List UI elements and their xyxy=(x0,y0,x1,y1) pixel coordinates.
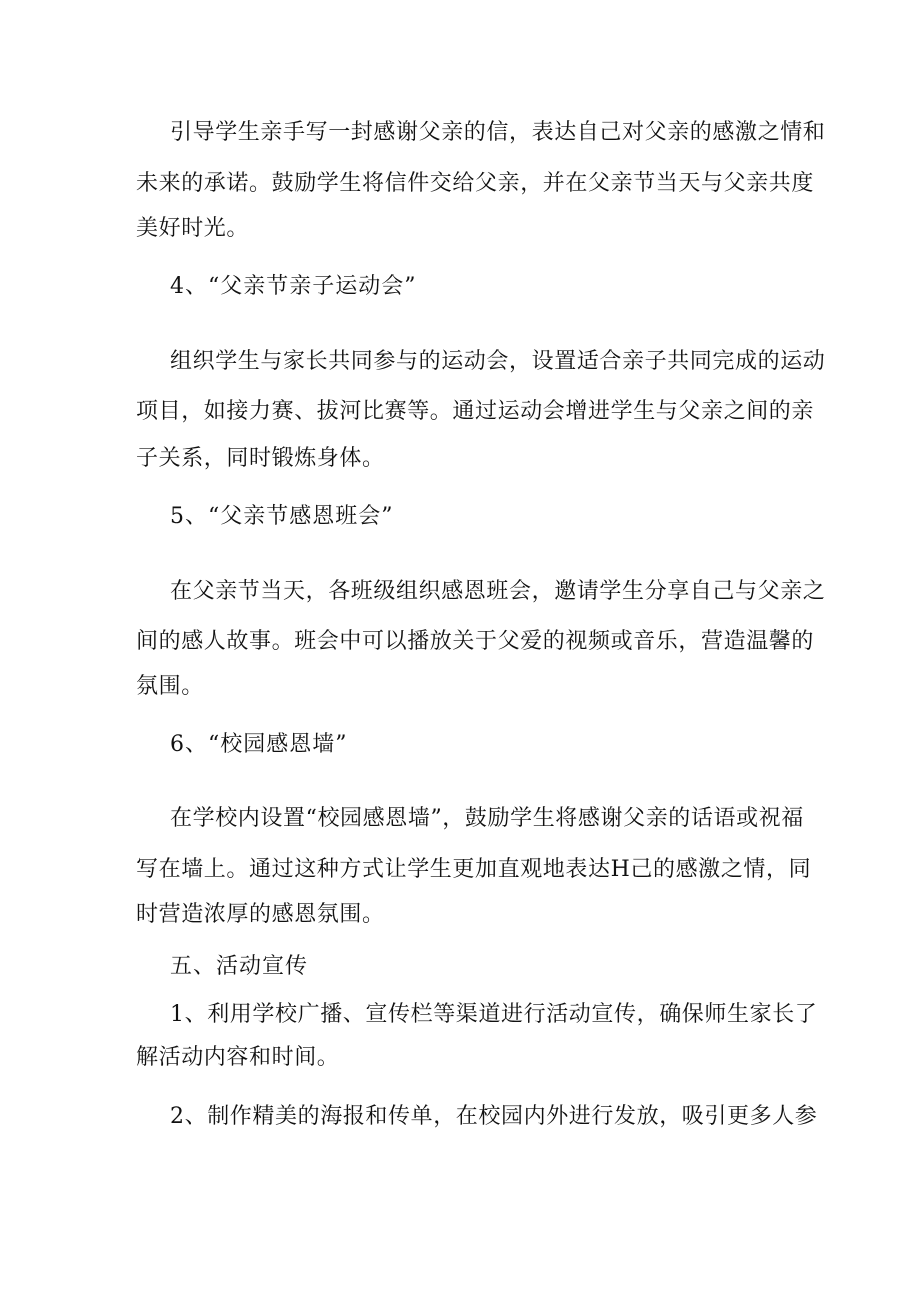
section-heading: 五、活动宣传 xyxy=(170,954,309,979)
paragraph-line: 时营造浓厚的感恩氛围。 xyxy=(136,902,385,927)
paragraph-line: 解活动内容和时间。 xyxy=(136,1045,340,1070)
paragraph-line: 组织学生与家长共同参与的运动会，设置适合亲子共同完成的运动 xyxy=(170,349,826,374)
paragraph-line: 氛围。 xyxy=(136,674,204,699)
section-heading: 6、“校园感恩墙” xyxy=(170,732,348,757)
paragraph-line: 未来的承诺。鼓励学生将信件交给父亲，并在父亲节当天与父亲共度 xyxy=(136,171,815,196)
paragraph-line: 在父亲节当天，各班级组织感恩班会，邀请学生分享自己与父亲之 xyxy=(170,579,826,604)
paragraph-line: 子关系，同时锻炼身体。 xyxy=(136,446,385,471)
paragraph-line: 引导学生亲手写一封感谢父亲的信，表达自己对父亲的感激之情和 xyxy=(170,120,826,145)
paragraph-line: 间的感人故事。班会中可以播放关于父爱的视频或音乐，营造温馨的 xyxy=(136,629,815,654)
paragraph-line: 2、制作精美的海报和传单，在校园内外进行发放，吸引更多人参 xyxy=(170,1104,818,1129)
paragraph-line: 写在墙上。通过这种方式让学生更加直观地表达H己的感激之情，同 xyxy=(136,857,812,882)
paragraph-line: 美好时光。 xyxy=(136,216,250,241)
paragraph-line: 1、利用学校广播、宣传栏等渠道进行活动宣传，确保师生家长了 xyxy=(170,1002,818,1027)
paragraph-line: 在学校内设置“校园感恩墙”，鼓励学生将感谢父亲的话语或祝福 xyxy=(170,806,804,831)
paragraph-line: 项目，如接力赛、拔河比赛等。通过运动会增进学生与父亲之间的亲 xyxy=(136,399,815,424)
section-heading: 4、“父亲节亲子运动会” xyxy=(170,274,417,299)
section-heading: 5、“父亲节感恩班会” xyxy=(170,504,394,529)
